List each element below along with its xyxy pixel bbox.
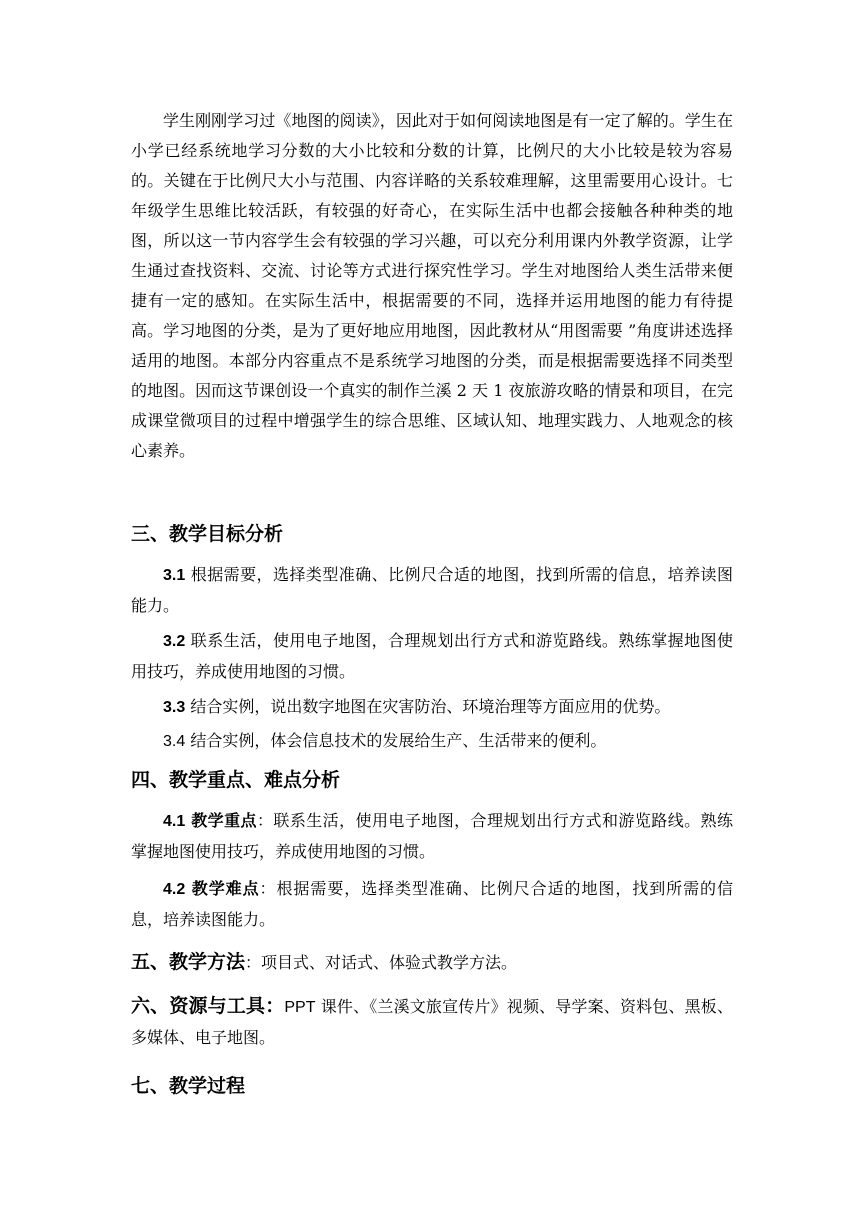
section-6-colon: ： [265,995,285,1017]
goal-3-1 [131,560,733,621]
goal-3-2-number: 3.2 [163,633,186,650]
goal-3-4 [131,726,733,757]
section-6-title: 六、资源与工具 [131,995,266,1017]
difficult-point-label: 教学难点 [185,879,260,898]
goal-3-2 [131,626,733,687]
section-6-ppt: PPT [284,999,316,1016]
section-6-text: 课件、《兰溪文旅宣传片》视频、导学案、资料包、黑板、多媒体、电子地图。 [131,997,733,1047]
goal-3-3-number: 3.3 [163,699,186,716]
difficult-point-number: 4.2 [163,881,186,898]
section-5-title: 五、教学方法 [131,951,246,973]
section-6-block [131,991,733,1053]
section-3-heading: 三、教学目标分析 [131,523,284,545]
key-point [131,806,733,867]
goal-3-4-number: 3.4 [163,733,186,750]
key-point-number: 4.1 [163,813,186,830]
key-point-label: 教学重点 [185,811,257,830]
goal-3-1-number: 3.1 [163,567,186,584]
section-7-heading: 七、教学过程 [131,1075,246,1097]
goal-3-4-text: 结合实例，体会信息技术的发展给生产、生活带来的便利。 [185,731,607,750]
intro-paragraph: 学生刚刚学习过《地图的阅读》，因此对于如何阅读地图是有一定了解的。学生在小学已经系统地学习分数的大小比较和分数的计算，比例尺的大小比较是较为容易的。关键在于比例尺大小与范围、内容详略的关系较难理解，这里需要用心设计。七年级学生思维比较活跃，有较强的好奇心，在实际生活中也都会接触各种种类的地图，所以这一节内容学生会有较强的学习兴趣，可以充分利用课内外教学资源，让学生通过查找资料、交流、讨论等方式进行探究性学习。学生对地图给人类生活带来便捷有一定的感知。在实际生活中，根据需要的不同，选择并运用地图的能力有待提高。学习地图的分类，是为了更好地应用地图，因此教材从“用图需要 ”角度讲述选择适用的地图。本部分内容重点不是系统学习地图的分类，而是根据需要选择不同类型的地图。因而这节课创设一个真实的制作兰溪 2 天 1 夜旅游攻略的情景和项目，在完成课堂微项目的过程中增强学生的综合思维、区域认知、地理实践力、人地观念的核心素养。 [131,111,733,460]
section-4-heading: 四、教学重点、难点分析 [131,769,341,791]
section-5-heading [131,950,733,975]
goal-3-3-text: 结合实例，说出数字地图在灾害防治、环境治理等方面应用的优势。 [185,697,671,716]
goal-3-3 [131,692,733,723]
goal-3-1-text: 根据需要，选择类型准确、比例尺合适的地图，找到所需的信息，培养读图能力。 [131,565,733,615]
difficult-point-text: ：根据需要，选择类型准确、比例尺合适的地图，找到所需的信息，培养读图能力。 [131,879,733,929]
goal-3-2-text: 联系生活，使用电子地图，合理规划出行方式和游览路线。熟练掌握地图使用技巧，养成使用地图的习惯。 [131,631,733,681]
section-5-text: ：项目式、对话式、体验式教学方法。 [245,953,518,972]
difficult-point [131,874,733,935]
key-point-text: ：联系生活，使用电子地图，合理规划出行方式和游览路线。熟练掌握地图使用技巧，养成使用地图的习惯。 [131,811,733,861]
